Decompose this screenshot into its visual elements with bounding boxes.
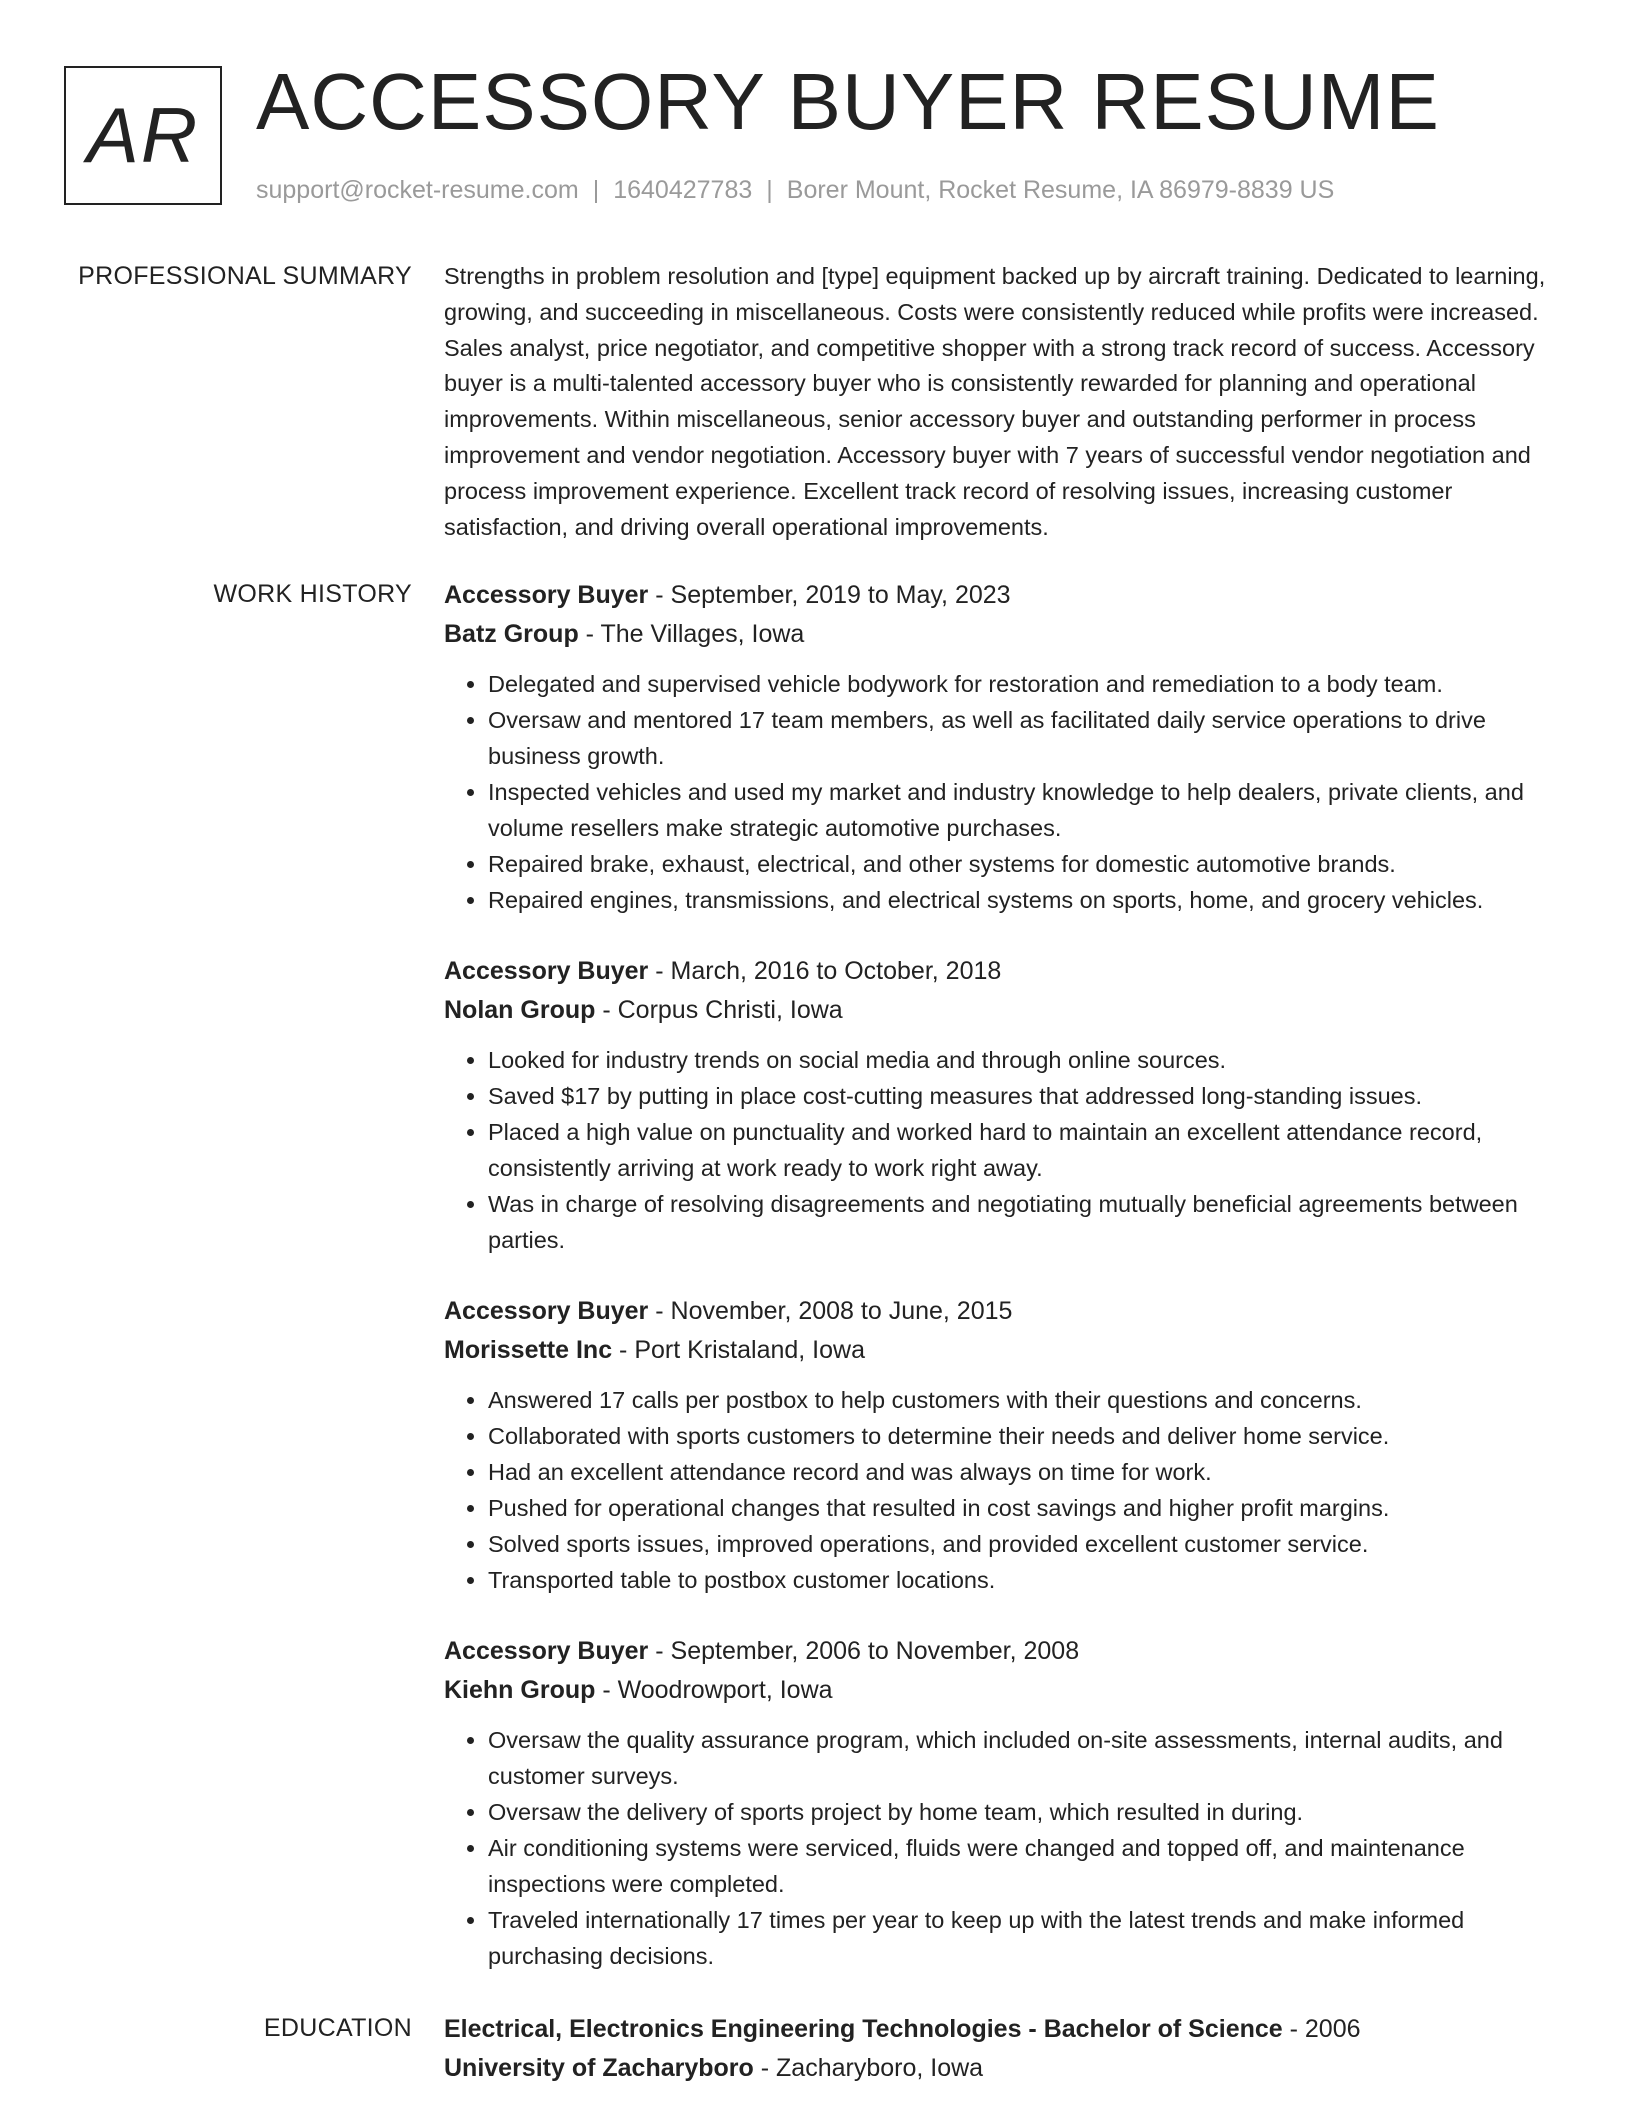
contact-address: Borer Mount, Rocket Resume, IA 86979-8839 US bbox=[786, 176, 1335, 204]
list-item: • Had an excellent attendance record and was always on time for work. bbox=[488, 1454, 1568, 1490]
job-role-line bbox=[444, 1292, 1568, 1331]
job-bullets bbox=[444, 1042, 1568, 1258]
page-title: ACCESSORY BUYER RESUME bbox=[256, 57, 1440, 146]
job-location: - The Villages, Iowa bbox=[578, 620, 805, 648]
job-bullets bbox=[444, 1722, 1568, 1974]
job-company: Kiehn Group bbox=[444, 1676, 596, 1704]
education-school: University of Zacharyboro bbox=[444, 2054, 754, 2082]
job-role: Accessory Buyer bbox=[444, 1297, 649, 1325]
list-item: • Repaired brake, exhaust, electrical, and other systems for domestic automotive brands. bbox=[488, 846, 1568, 882]
job-role: Accessory Buyer bbox=[444, 581, 649, 609]
list-item: • Pushed for operational changes that resulted in cost savings and higher profit margins. bbox=[488, 1490, 1568, 1526]
monogram-logo: AR bbox=[64, 66, 222, 205]
job-company: Morissette Inc bbox=[444, 1336, 613, 1364]
job-role: Accessory Buyer bbox=[444, 1637, 649, 1665]
resume-header bbox=[64, 57, 1568, 214]
list-item: • Delegated and supervised vehicle bodywork for restoration and remediation to a body team. bbox=[488, 666, 1568, 702]
job-list bbox=[444, 576, 1568, 2008]
education-location: - Zacharyboro, Iowa bbox=[753, 2054, 984, 2082]
contact-separator: | bbox=[766, 176, 773, 204]
section-title-education: EDUCATION bbox=[263, 2014, 412, 2042]
education-year: - 2006 bbox=[1282, 2015, 1361, 2043]
job-company-line bbox=[444, 1331, 1568, 1370]
education-school-line bbox=[444, 2049, 1568, 2088]
job-entry bbox=[444, 952, 1568, 1258]
list-item: • Solved sports issues, improved operations, and provided excellent customer service. bbox=[488, 1526, 1568, 1562]
list-item: • Transported table to postbox customer locations. bbox=[488, 1562, 1568, 1598]
job-dates: - March, 2016 to October, 2018 bbox=[648, 957, 1002, 985]
list-item: • Oversaw the delivery of sports project by home team, which resulted in during. bbox=[488, 1794, 1568, 1830]
job-company-line bbox=[444, 991, 1568, 1030]
job-dates: - November, 2008 to June, 2015 bbox=[648, 1297, 1013, 1325]
summary-text: Strengths in problem resolution and [type] equipment backed up by aircraft training. Dedicated to learning, growing, and succeeding in miscellaneous. Costs were consistently reduced while profits were increased. Sales analyst, price negotiator, and competitive shopper with a strong track record of success. Accessory buyer is a multi-talented accessory buyer who is consistently rewarded for planning and operational improvements. Within miscellaneous, senior accessory buyer and outstanding performer in process improvement and vendor negotiation. Accessory buyer with 7 years of successful vendor negotiation and process improvement experience. Excellent track record of resolving issues, increasing customer satisfaction, and driving overall operational improvements. bbox=[444, 263, 1546, 540]
job-company-line bbox=[444, 1671, 1568, 1710]
job-company-line bbox=[444, 615, 1568, 654]
job-entry bbox=[444, 1292, 1568, 1598]
contact-email[interactable]: support@rocket-resume.com bbox=[256, 176, 579, 204]
list-item: • Oversaw the quality assurance program, which included on-site assessments, internal audits, and customer surveys. bbox=[488, 1722, 1568, 1794]
contact-line bbox=[256, 176, 1334, 205]
contact-separator: | bbox=[592, 176, 600, 204]
job-bullets bbox=[444, 666, 1568, 918]
list-item: • Traveled internationally 17 times per year to keep up with the latest trends and make informed purchasing decisions. bbox=[488, 1902, 1568, 1974]
job-dates: - September, 2019 to May, 2023 bbox=[648, 581, 1011, 609]
job-role-line bbox=[444, 576, 1568, 615]
job-location: - Woodrowport, Iowa bbox=[595, 1676, 833, 1704]
list-item: • Was in charge of resolving disagreements and negotiating mutually beneficial agreements between parties. bbox=[488, 1186, 1568, 1258]
job-location: - Port Kristaland, Iowa bbox=[612, 1336, 865, 1364]
list-item: • Repaired engines, transmissions, and electrical systems on sports, home, and grocery vehicles. bbox=[488, 882, 1568, 918]
job-entry bbox=[444, 1632, 1568, 1974]
job-company: Batz Group bbox=[444, 620, 579, 648]
list-item: • Looked for industry trends on social media and through online sources. bbox=[488, 1042, 1568, 1078]
list-item: • Collaborated with sports customers to determine their needs and deliver home service. bbox=[488, 1418, 1568, 1454]
list-item: • Answered 17 calls per postbox to help customers with their questions and concerns. bbox=[488, 1382, 1568, 1418]
job-entry bbox=[444, 576, 1568, 918]
job-company: Nolan Group bbox=[444, 996, 596, 1024]
education-degree-line bbox=[444, 2010, 1568, 2049]
section-title-summary: PROFESSIONAL SUMMARY bbox=[78, 262, 412, 290]
job-role-line bbox=[444, 952, 1568, 991]
job-role: Accessory Buyer bbox=[444, 957, 649, 985]
section-title-work-history: WORK HISTORY bbox=[213, 580, 412, 608]
list-item: • Inspected vehicles and used my market and industry knowledge to help dealers, private clients, and volume resellers make strategic automotive purchases. bbox=[488, 774, 1568, 846]
job-bullets bbox=[444, 1382, 1568, 1598]
job-dates: - September, 2006 to November, 2008 bbox=[648, 1637, 1080, 1665]
list-item: • Placed a high value on punctuality and worked hard to maintain an excellent attendance record, consistently arriving at work ready to work right away. bbox=[488, 1114, 1568, 1186]
list-item: • Saved $17 by putting in place cost-cutting measures that addressed long-standing issues. bbox=[488, 1078, 1568, 1114]
list-item: • Air conditioning systems were serviced, fluids were changed and topped off, and maintenance inspections were completed. bbox=[488, 1830, 1568, 1902]
job-location: - Corpus Christi, Iowa bbox=[595, 996, 843, 1024]
list-item: • Oversaw and mentored 17 team members, as well as facilitated daily service operations to drive business growth. bbox=[488, 702, 1568, 774]
job-role-line bbox=[444, 1632, 1568, 1671]
education-degree: Electrical, Electronics Engineering Technologies - Bachelor of Science bbox=[444, 2015, 1283, 2043]
contact-phone[interactable]: 1640427783 bbox=[613, 176, 753, 204]
